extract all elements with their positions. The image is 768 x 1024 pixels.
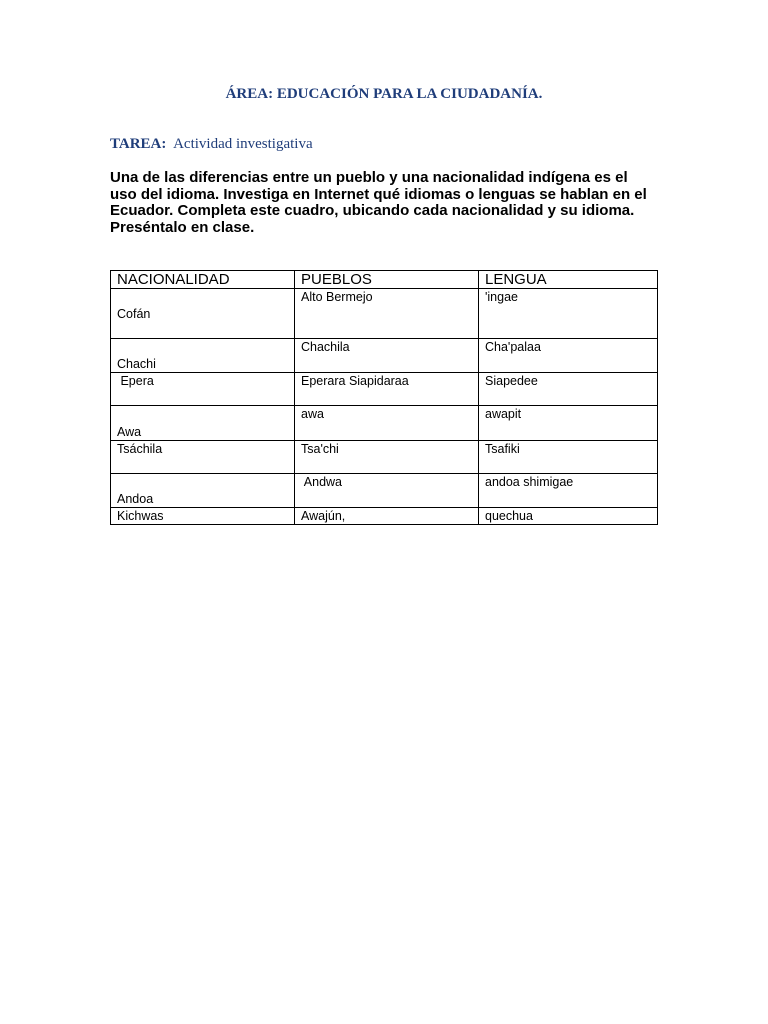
- lengua-cell: Tsafiki: [479, 441, 658, 474]
- table-header-row: [111, 271, 658, 289]
- column-header-lengua: LENGUA: [479, 271, 658, 289]
- nacionalidad-cell: Kichwas: [111, 508, 295, 525]
- nacionalidad-cell: Epera: [111, 373, 295, 406]
- table-row: [111, 441, 658, 474]
- lengua-cell: awapit: [479, 406, 658, 441]
- tarea-label: TAREA:: [110, 136, 167, 152]
- table-row: [111, 373, 658, 406]
- nacionalidad-cell: Chachi: [111, 339, 295, 373]
- pueblos-cell: Tsa'chi: [295, 441, 479, 474]
- table-row: [111, 289, 658, 339]
- table-row: [111, 474, 658, 508]
- lengua-cell: Siapedee: [479, 373, 658, 406]
- pueblos-cell: awa: [295, 406, 479, 441]
- nacionalidad-cell: Awa: [111, 406, 295, 441]
- nacionalidad-cell: Tsáchila: [111, 441, 295, 474]
- nacionalidad-cell: Andoa: [111, 474, 295, 508]
- tarea-text: Actividad investigativa: [173, 136, 313, 152]
- tarea-heading: [110, 136, 313, 153]
- instructions-text: Una de las diferencias entre un pueblo y una nacionalidad indígena es el uso del idioma. Investiga en Internet qué idiomas o lenguas se hablan en el Ecuador. Completa este cuadro, ubicando cada nacionalidad y su idioma. Preséntalo en clase.: [110, 169, 647, 236]
- table-row: [111, 508, 658, 525]
- lengua-cell: 'ingae: [479, 289, 658, 339]
- table-row: [111, 339, 658, 373]
- nacionalidad-cell: Cofán: [111, 289, 295, 339]
- pueblos-cell: Alto Bermejo: [295, 289, 479, 339]
- pueblos-cell: Eperara Siapidaraa: [295, 373, 479, 406]
- lengua-cell: Cha'palaa: [479, 339, 658, 373]
- pueblos-cell: Chachila: [295, 339, 479, 373]
- pueblos-cell: Andwa: [295, 474, 479, 508]
- column-header-pueblos: PUEBLOS: [295, 271, 479, 289]
- table-row: [111, 406, 658, 441]
- column-header-nacionalidad: NACIONALIDAD: [111, 271, 295, 289]
- nationalities-table: [110, 270, 658, 525]
- pueblos-cell: Awajún,: [295, 508, 479, 525]
- area-title: ÁREA: EDUCACIÓN PARA LA CIUDADANÍA.: [225, 86, 543, 102]
- lengua-cell: andoa shimigae: [479, 474, 658, 508]
- lengua-cell: quechua: [479, 508, 658, 525]
